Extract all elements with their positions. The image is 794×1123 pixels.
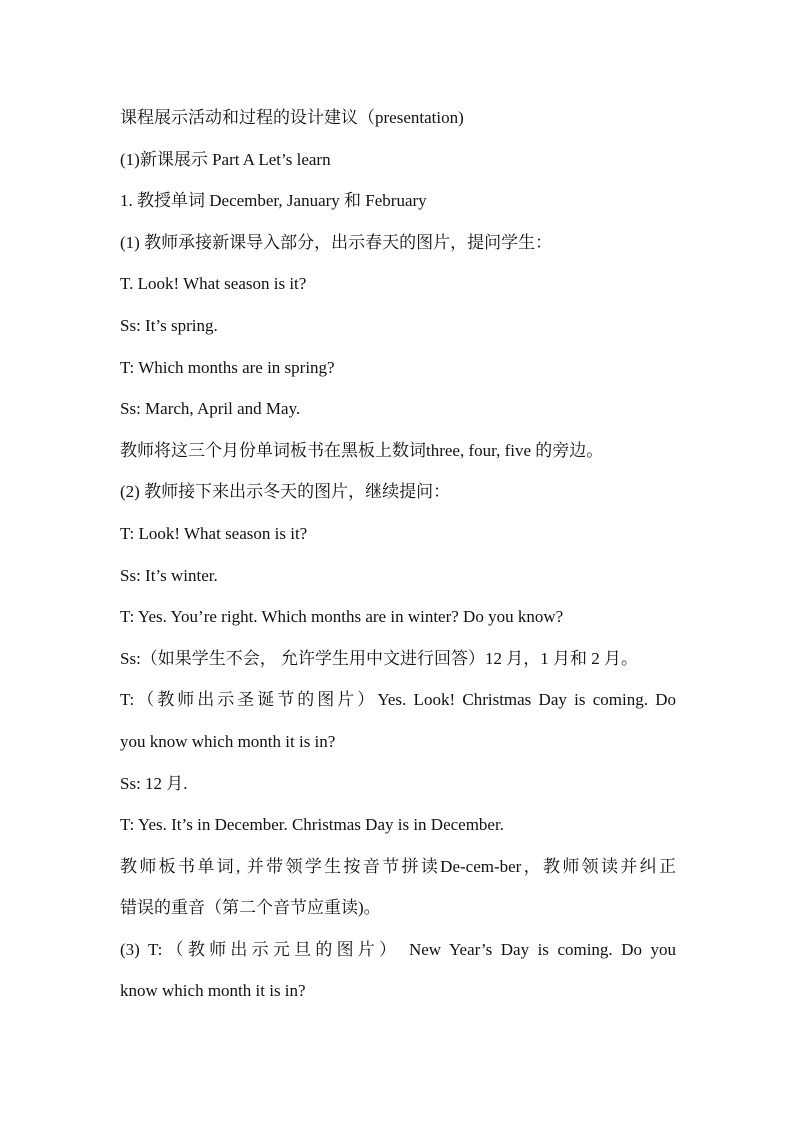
dialogue-line: Ss:（如果学生不会， 允许学生用中文进行回答）12 月，1 月和 2 月。 — [120, 648, 639, 668]
dialogue-line: T:（教师出示圣诞节的图片）Yes. Look! Christmas Day is coming. Do — [120, 690, 676, 710]
dialogue-line: Ss: It’s spring. — [120, 315, 218, 335]
dialogue-line: you know which month it is in? — [120, 731, 336, 751]
dialogue-line: T. Look! What season is it? — [120, 274, 307, 294]
text-line: 教师将这三个月份单词板书在黑板上数词three, four, five 的旁边。 — [120, 440, 604, 460]
dialogue-line: T: Look! What season is it? — [120, 523, 308, 543]
dialogue-line: (3) T:（教师出示元旦的图片） New Year’s Day is coming. Do you — [120, 939, 676, 959]
dialogue-line: Ss: 12 月. — [120, 773, 188, 793]
step-heading: 1. 教授单词 December, January 和 February — [120, 191, 427, 211]
section-heading: 课程展示活动和过程的设计建议（presentation) — [120, 108, 464, 127]
dialogue-line: Ss: March, April and May. — [120, 399, 301, 419]
text-line: 教师板书单词, 并带领学生按音节拼读De-cem-ber，教师领读并纠正 — [120, 856, 676, 876]
dialogue-line: know which month it is in? — [120, 981, 306, 1001]
dialogue-line: T: Yes. You’re right. Which months are in winter? Do you know? — [120, 607, 564, 627]
text-line: 错误的重音（第二个音节应重读)。 — [120, 898, 381, 918]
dialogue-line: T: Which months are in spring? — [120, 357, 335, 377]
dialogue-line: T: Yes. It’s in December. Christmas Day is in December. — [120, 815, 504, 835]
dialogue-line: Ss: It’s winter. — [120, 565, 218, 585]
document-body — [120, 104, 676, 1019]
subsection-heading: (1)新课展示 Part A Let’s learn — [120, 149, 331, 169]
text-line: (2) 教师接下来出示冬天的图片，继续提问： — [120, 482, 451, 502]
text-line: (1) 教师承接新课导入部分，出示春天的图片，提问学生： — [120, 232, 553, 252]
